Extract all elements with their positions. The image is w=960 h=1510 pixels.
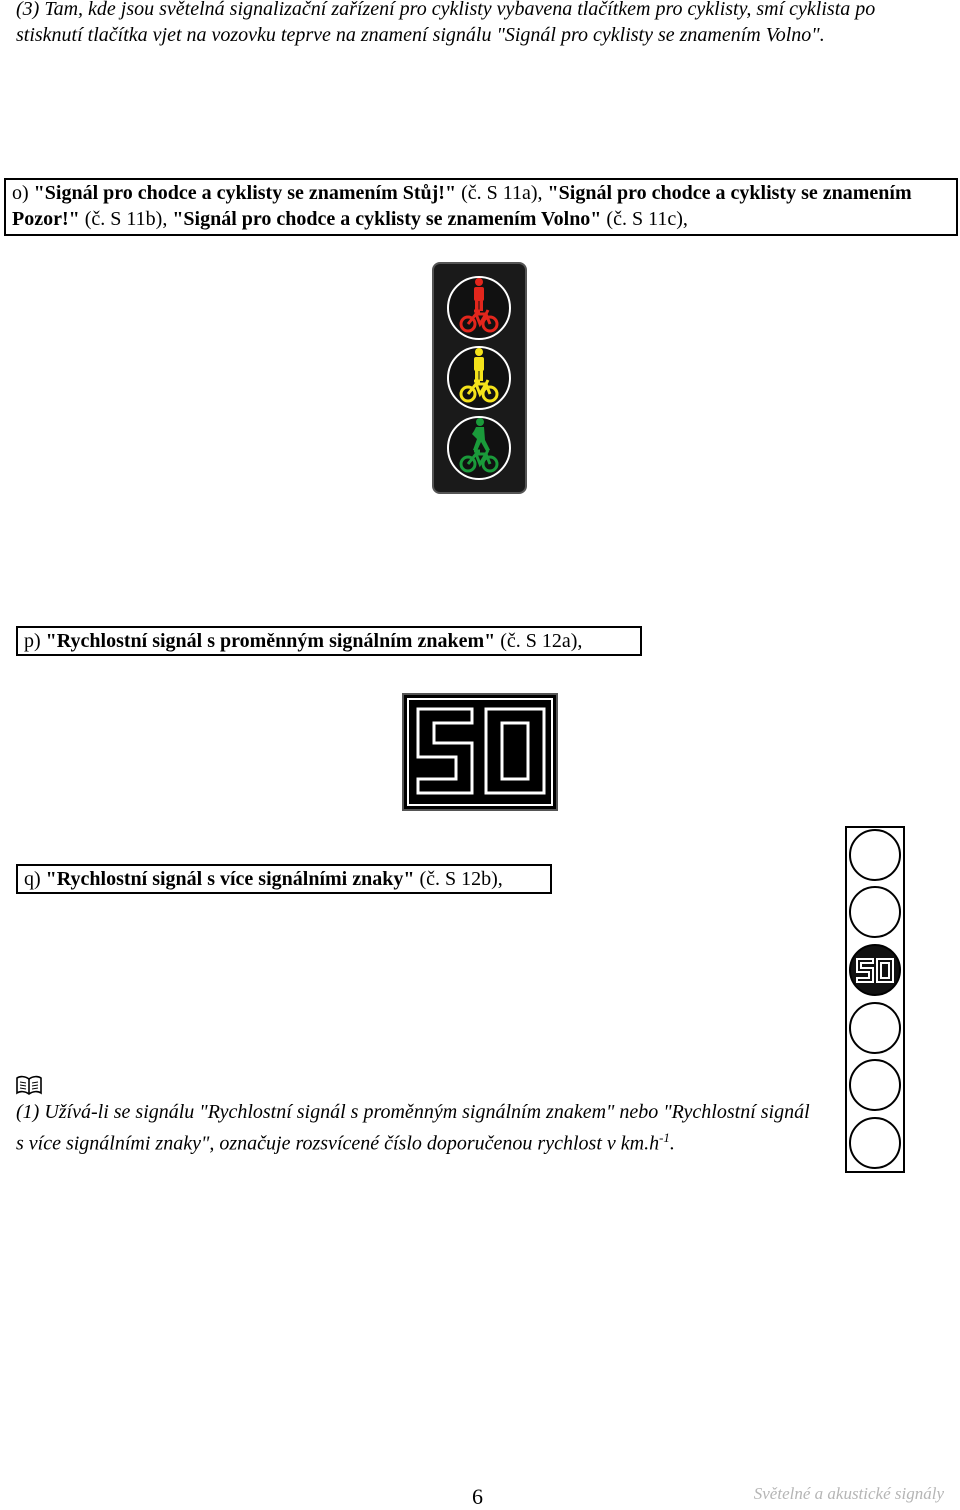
section-q-prefix: q) <box>24 868 46 890</box>
footer-doc-title: Světelné a akustické signály <box>753 1484 944 1503</box>
section-p-heading <box>16 626 642 656</box>
section-o-name-1: "Signál pro chodce a cyklisty se znamením Stůj!" <box>33 182 457 204</box>
yellow-lamp <box>448 347 510 409</box>
speed-lamp-2 <box>850 887 900 937</box>
note-superscript: -1 <box>659 1130 670 1145</box>
section-p-name: "Rychlostní signál s proměnným signálním znakem" <box>45 630 496 652</box>
note-text: (1) Užívá-li se signálu "Rychlostní signál s proměnným signálním znakem" nebo "Rychlostní signál s více signálními znaky", označuje rozsvícené číslo doporučenou rychlost v km.h <box>16 1101 810 1155</box>
section-o-name-2: "Signál pro chodce a cyklisty se znamením Pozor!" <box>12 182 912 230</box>
section-q-name: "Rychlostní signál s více signálními znaky" <box>45 868 415 890</box>
multi-speed-signal <box>845 826 905 1173</box>
section-q-heading <box>16 864 552 894</box>
section-o-ref-2: (č. S 11b), <box>79 208 173 230</box>
section-o-ref-3: (č. S 11c), <box>601 208 688 230</box>
speed-lamp-5 <box>850 1060 900 1110</box>
green-lamp <box>448 417 510 479</box>
note-text-end: . <box>669 1132 675 1155</box>
note-paragraph <box>16 1099 816 1157</box>
section-o-name-3: "Signál pro chodce a cyklisty se znamením Volno" <box>172 208 602 230</box>
speed-lamp-1 <box>850 830 900 880</box>
intro-paragraph <box>16 0 946 48</box>
page-number: 6 <box>472 1484 483 1509</box>
red-lamp <box>448 277 510 339</box>
section-o-prefix: o) <box>12 182 34 204</box>
pedestrian-cyclist-signal <box>432 262 527 494</box>
speed-lamp-6 <box>850 1118 900 1168</box>
speed-lamp-4 <box>850 1003 900 1053</box>
section-o-heading <box>4 178 958 236</box>
section-q-ref: (č. S 12b), <box>414 868 503 890</box>
section-p-ref: (č. S 12a), <box>495 630 583 652</box>
section-p-prefix: p) <box>24 630 46 652</box>
book-icon <box>16 1075 42 1095</box>
section-o-ref-1: (č. S 11a), <box>456 182 548 204</box>
intro-text: (3) Tam, kde jsou světelná signalizační zařízení pro cyklisty vybavena tlačítkem pro cyklisty, smí cyklista po stisknutí tlačítka vjet na vozovku teprve na znamení signálu "Signál pro cyklisty se znamením Volno". <box>16 0 876 46</box>
variable-speed-sign <box>402 693 558 811</box>
